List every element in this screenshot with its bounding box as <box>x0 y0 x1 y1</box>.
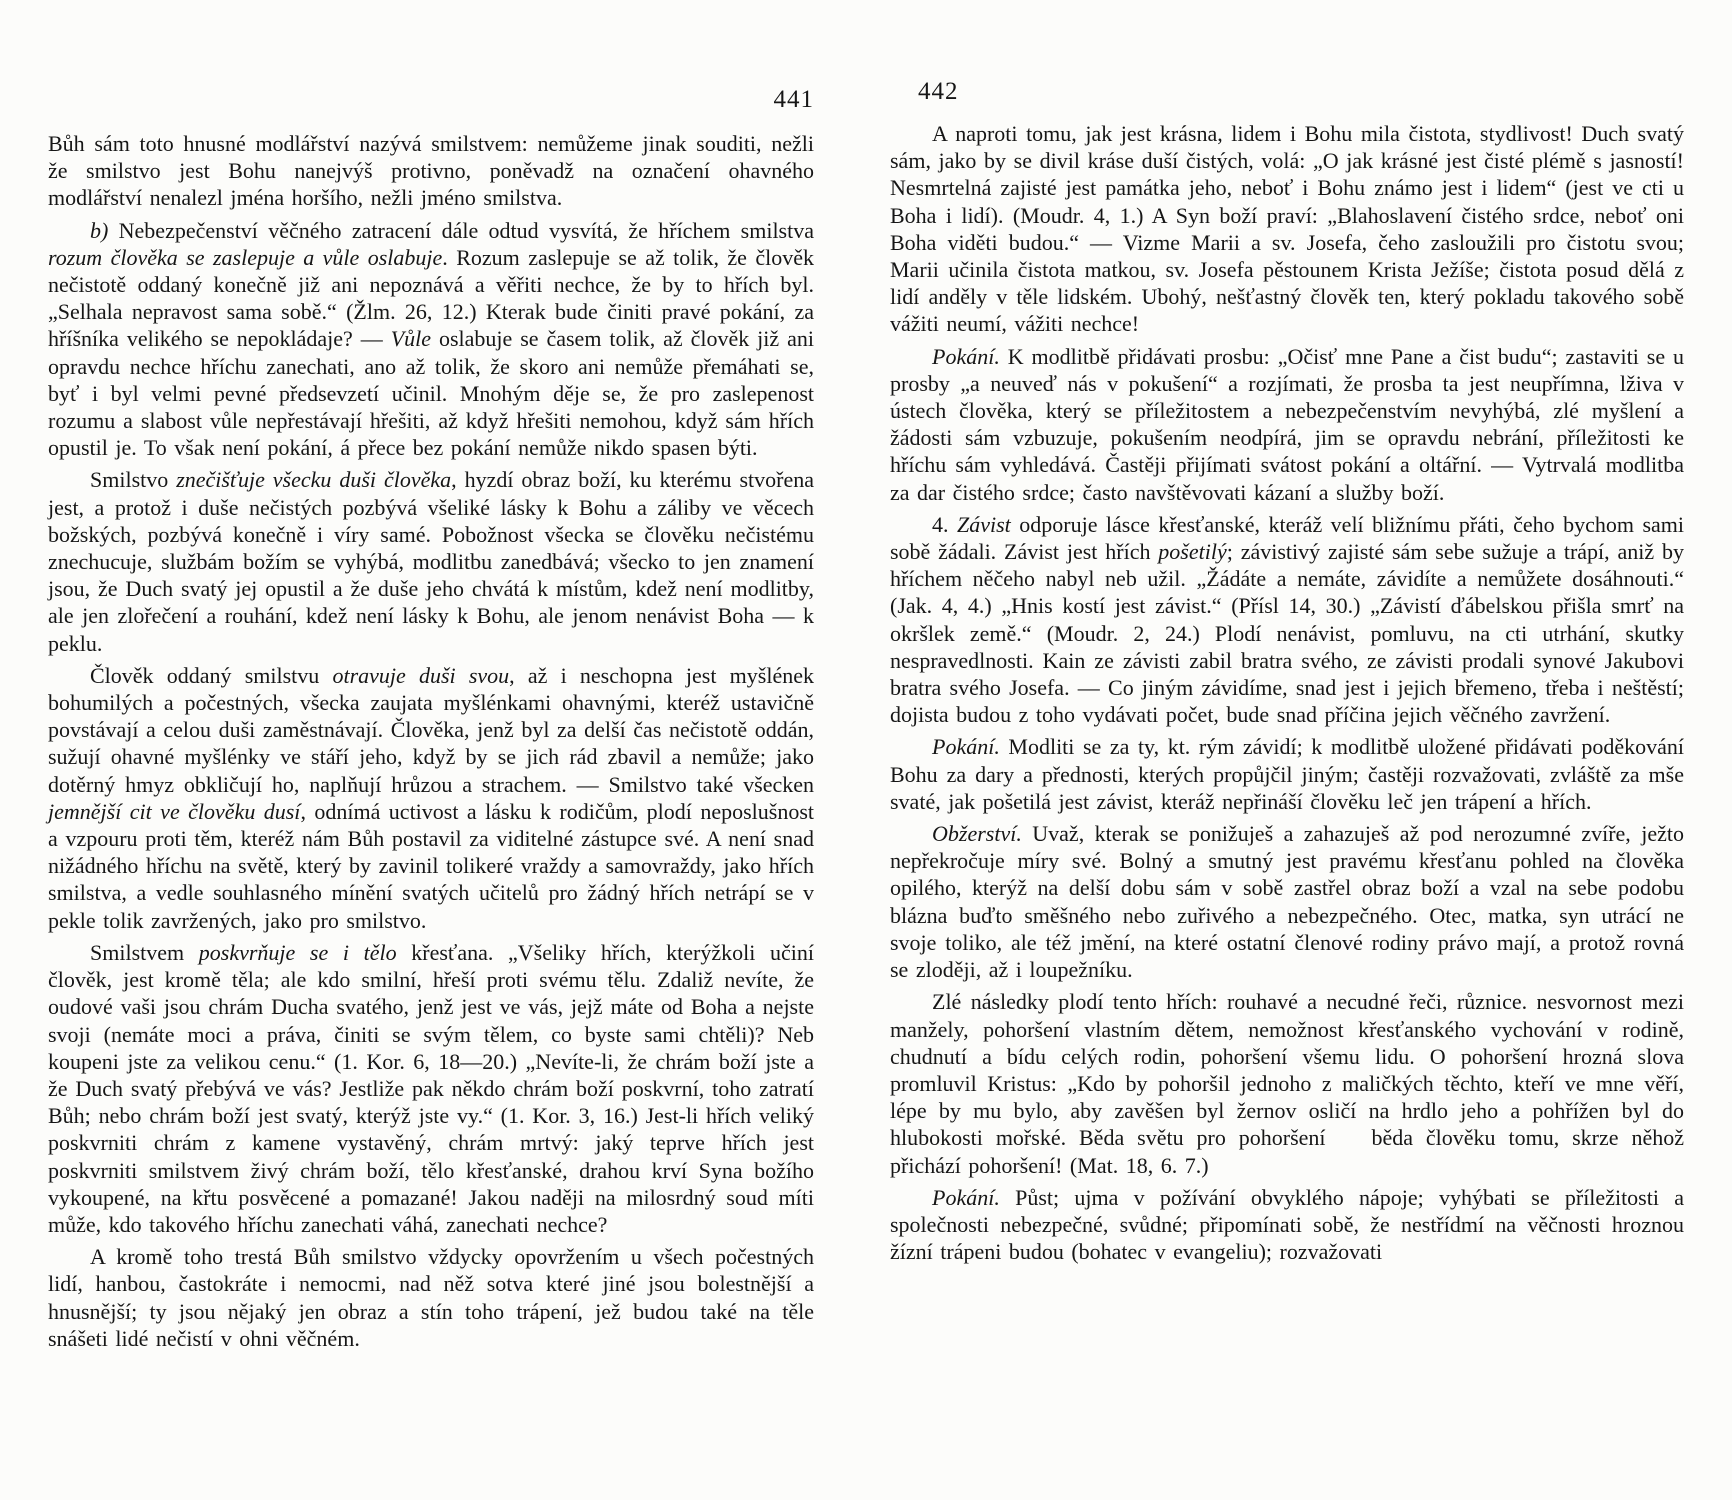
paragraph <box>890 511 1684 729</box>
page-441 <box>48 86 814 1357</box>
text-run: . Rozum zaslepuje se až tolik, že člověk nečistotě oddaný konečně již ani nepoznává a věřiti nechce, že by to hřích byl. „Selhala nepravost sama sobě.“ (Žlm. 26, 12.) Kterak bude činiti pravé pokání, za hříšníka velikého se nepokládaje? — <box>48 244 815 352</box>
paragraph <box>48 1243 814 1352</box>
paragraph <box>890 343 1684 506</box>
paragraph <box>890 1184 1684 1266</box>
paragraph <box>890 120 1684 338</box>
text-run: K modlitbě přidávati prosbu: „Očisť mne Pane a čist budu“; zastaviti se u prosby „a neuveď nás v pokušení“ a rozjímati, že prosba ta jest neupřímna, lživa v ústech člověka, který se příležitostem a nebezpečenstvím nevyhýbá, zlé myšlení a žádosti sám vzbuzuje, pokušením neodpírá, jim se opravdu nebrání, příležitosti ke hříchu sám vyhledává. Častěji přijímati svátost pokání a oltářní. — Vytrvalá modlitba za dar čistého srdce; často navštěvovati kázaní a služby boží. <box>890 343 1684 505</box>
page-number-442: 442 <box>918 78 959 105</box>
text-run: Nebezpečenství věčného zatracení dále odtud vysvítá, že hříchem smilstva <box>108 217 814 243</box>
page-number-441: 441 <box>773 86 814 113</box>
italic-text-run: pošetilý <box>1158 539 1227 565</box>
text-run: Smilstvem <box>90 939 199 965</box>
text-run: Člověk oddaný smilstvu <box>90 662 333 688</box>
text-run: odporuje lásce křesťanské, kteráž velí bližnímu přáti, čeho bychom sami sobě žádali. Závist jest hřích <box>890 511 1685 565</box>
text-run: oslabuje se časem tolik, až člověk již ani opravdu nechce hříchu zanechati, ano až tolik, že skoro ani nemůže přemáhati se, byť i byl velmi pevné předsevzetí učinil. Mnohým děje se, že pro zaslepenost rozumu a slabost vůle nepřestávají hřešiti, až když hřešiti nemohou, když sám hřích opustil je. To však není pokání, á přece bez pokání nemůže nikdo spasen býti. <box>48 326 814 461</box>
paragraph <box>48 939 814 1238</box>
paragraph <box>890 820 1684 983</box>
text-run: Zlé následky plodí tento hřích: rouhavé a necudné řeči, různice. nesvornost mezi manžely, pohoršení vlastním dětem, nemožnost křesťanského vychování v rodině, chudnutí a bídu celých rodin, pohoršení všemu lidu. O pohoršení hrozná slova promluvil Kristus: „Kdo by pohoršil jednoho z maličkých těchto, kteří ve mne věří, lépe by mu bylo, aby zavěšen byl žernov osličí na hrdlo jeho a pohřížen byl do hlubokosti mořské. Běda světu pro pohoršení běda člověku tomu, skrze něhož přichází pohoršení! (Mat. 18, 6. 7.) <box>890 989 1684 1178</box>
text-run: A kromě toho trestá Bůh smilstvo vždycky opovržením u všech počestných lidí, hanbou, častokráte i nemocmi, nad něž sotva které jiné jsou bolestnější a hnusnější; ty jsou nějaký jen obraz a stín toho trápení, jež budou také na těle snášeti lidé nečistí v ohni věčném. <box>48 1244 814 1351</box>
italic-text-run: b) <box>90 217 109 243</box>
paragraph <box>890 733 1684 815</box>
italic-text-run: Obžerství. <box>932 821 1022 847</box>
italic-text-run: Závist <box>956 511 1011 537</box>
text-run: křesťana. „Všeliky hřích, kterýžkoli učiní člověk, jest kromě těla; ale kdo smilní, hřeší proti svému tělu. Zdaliž nevíte, že oudové vaši jsou chrám Ducha svatého, jenž jest ve vás, jejž máte od Boha a nejste svoji (nemáte moci a práva, činiti se svým tělem, co byste sami chtěli)? Neb koupeni jste za velikou cenu.“ (1. Kor. 6, 18—20.) „Nevíte-li, že chrám boží jste a že Duch svatý přebývá ve vás? Jestliže pak někdo chrám boží poskvrní, toho zatratí Bůh; nebo chrám boží jest svatý, kterýž jste vy.“ (1. Kor. 3, 16.) Jest-li hřích veliký poskvrniti chrám z kamene vystavěný, chrám mrtvý: jaký teprve hřích jest poskvrniti smilstvem živý chrám boží, tělo křesťanské, drahou krví Syna božího vykoupené, na křtu posvěcené a pomazané! Jakou naději na milosrdný soud míti může, kdo takového hříchu zanechati váhá, zanechati nechce? <box>48 939 814 1237</box>
paragraph <box>48 662 814 934</box>
page-442 <box>890 78 1684 1270</box>
text-run: 4. <box>932 511 957 537</box>
text-run: Bůh sám toto hnusné modlářství nazývá smilstvem: nemůžeme jinak souditi, nežli že smilstvo jest Bohu nanejvýš protivno, poněvadž na označení ohavného modlářství nenalezl jména horšího, nežli jméno smilstva. <box>48 131 814 211</box>
page-442-body <box>890 120 1684 1265</box>
text-run: Smilstvo <box>90 467 177 493</box>
paragraph <box>890 988 1684 1178</box>
italic-text-run: Vůle <box>390 326 432 352</box>
italic-text-run: poskvrňuje se i tělo <box>198 939 397 965</box>
paragraph <box>48 130 814 212</box>
text-run: , až i neschopna jest myšlének bohumilých a počestných, všecka zaujata myšlénkami ohavnými, kteréž ustavičně povstávají a celou duši zaměstnávají. Člověka, jenž byl za delší čas nečistotě oddán, sužují ohavné myšlénky ve stáří jeho, když by se jich rád zbavil a nemůže; jako dotěrný hmyz obkličují ho, naplňují hrůzou a strachem. — Smilstvo také všecken <box>48 662 814 797</box>
text-run: , odnímá uctivost a lásku k rodičům, plodí neposlušnost a vzpouru proti těm, kteréž nám Bůh postavil za viditelné zástupce své. A není snad nižádného hříchu na světě, který by zavinil tolikeré vraždy a samovraždy, jako hřích smilstva, a vedle souhlasného mínění svatých učitelů pro žádný hřích netrápí se v pekle tolik zavržených, jako pro smilstvo. <box>48 798 814 933</box>
page-441-body <box>48 130 814 1352</box>
text-run: Uvaž, kterak se ponižuješ a zahazuješ až pod nerozumné zvíře, ježto nepřekročuje míry své. Bolný a smutný jest pravému křesťanu pohled na člověka opilého, kterýž na delší dobu sám v sobě zastřel obraz boží a vzal na sebe podobu blázna buďto směšného nebo zuřivého a nebezpečného. Otec, matka, syn utrácí ne svoje toliko, ale též jmění, na které ostatní členové rodiny právo mají, a protož rovná se zloději, až i loupežníku. <box>890 821 1684 983</box>
paragraph <box>48 466 814 656</box>
italic-text-run: otravuje duši svou <box>332 662 510 688</box>
text-run: Půst; ujma v požívání obvyklého nápoje; vyhýbati se příležitosti a společnosti nebezpečné, svůdné; připomínati sobě, že nestřídmí na věčnosti hroznou žízní trápeni budou (bohatec v evangeliu); rozvažovati <box>890 1184 1684 1265</box>
italic-text-run: znečišťuje všecku duši člověka <box>176 467 452 493</box>
italic-text-run: Pokání. <box>932 734 1000 760</box>
italic-text-run: Pokání. <box>932 343 1000 369</box>
italic-text-run: Pokání. <box>932 1184 1000 1210</box>
italic-text-run: jemnější cit ve člověku dusí <box>48 798 301 824</box>
text-run: ; závistivý zajisté sám sebe sužuje a trápí, aniž by hříchem něčeho nabyl neb užil. „Žádáte a nemáte, závidíte a nemůžete dosáhnouti.“ (Jak. 4, 4.) „Hnis kostí jest závist.“ (Přísl 14, 30.) „Závistí ďábelskou přišla smrť na okršlek země.“ (Moudr. 2, 24.) Plodí nenávist, pomluvu, na cti utrhání, skutky nespravedlnosti. Kain ze závisti zabil bratra svého, ze závisti prodali synové Jakubovi bratra svého Josefa. — Co jiným závidíme, snad jest i jejich břemeno, třeba i neštěstí; dojista budou z toho vydávati počet, bude snad příčina jejich věčného zavržení. <box>890 539 1684 728</box>
paragraph <box>48 217 814 462</box>
italic-text-run: rozum člověka se zaslepuje a vůle oslabuje <box>48 244 443 270</box>
text-run: A naproti tomu, jak jest krásna, lidem i Bohu mila čistota, stydlivost! Duch svatý sám, jako by se divil kráse duší čistých, volá: „O jak krásné jest čisté plémě s jasností! Nesmrtelná zajisté jest památka jeho, neboť i Bohu známo jest i lidem“ (jest ve cti u Boha i lidí). (Moudr. 4, 1.) A Syn boží praví: „Blahoslavení čistého srdce, neboť oni Boha viděti budou.“ — Vizme Marii a sv. Josefa, čeho zasloužili pro čistotu svou; Marii učinila čistota matkou, sv. Josefa pěstounem Krista Ježíše; čistota posud dělá z lidí anděly v těle lidském. Ubohý, nešťastný člověk ten, který pokladu takového sobě vážiti neumí, vážiti nechce! <box>890 121 1684 337</box>
text-run: , hyzdí obraz boží, ku kterému stvořena jest, a protož i duše nečistých pozbývá všeliké lásky k Bohu a záliby ve věcech božských, pozbývá konečně i víry samé. Pobožnost všecka se člověku nečistému znechucuje, službám božím se vyhýbá, modlitbu zanedbává; všecko to jen znamení jsou, že Duch svatý jej opustil a že duše jeho chvátá k místům, kdež není modlitby, ale jen zlořečení a rouhání, kdež není lásky k Bohu, ale jenom nenávist Boha — k peklu. <box>48 467 815 656</box>
text-run: Modliti se za ty, kt. rým závidí; k modlitbě uložené přidávati poděkování Bohu za dary a přednosti, kterých propůjčil jiným; častěji rozvažovati, zvláště za mše svaté, jak pošetilá jest závist, kteráž nepřináší člověku leč jen trápení a hřích. <box>890 734 1684 814</box>
